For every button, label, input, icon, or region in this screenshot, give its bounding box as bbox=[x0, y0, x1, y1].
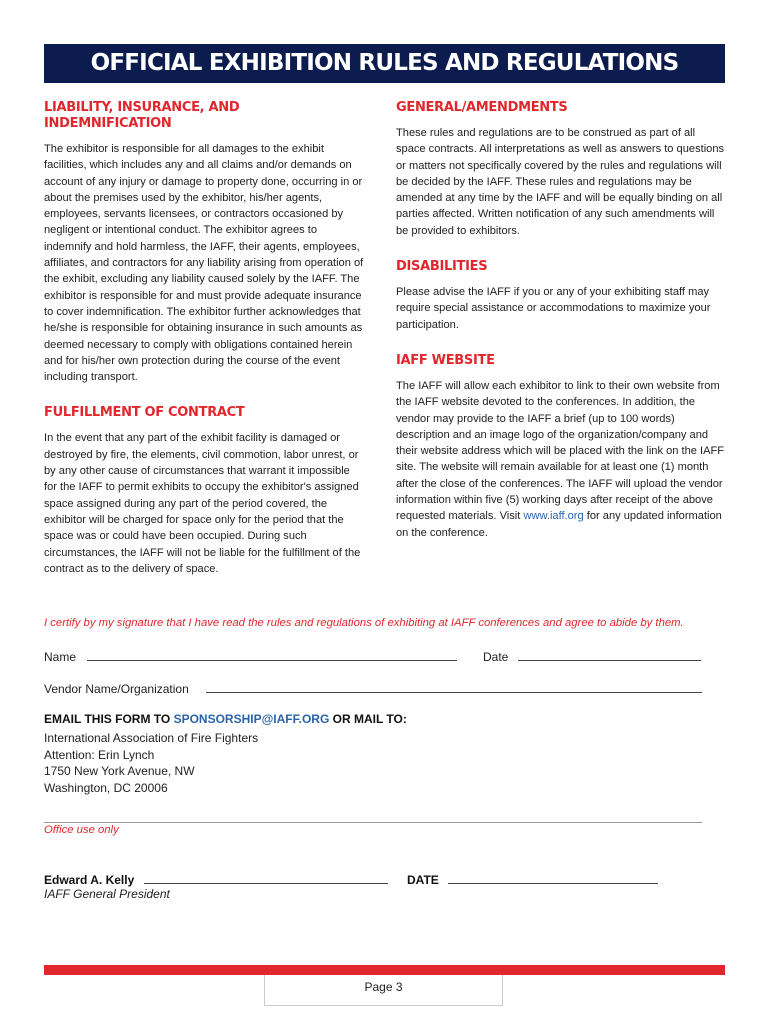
signatory-title: IAFF General President bbox=[44, 887, 170, 901]
right-column bbox=[396, 100, 726, 561]
vendor-row bbox=[44, 681, 702, 696]
fulfillment-heading: FULFILLMENT OF CONTRACT bbox=[44, 405, 245, 421]
name-row bbox=[44, 649, 457, 664]
email-suffix: OR MAIL TO: bbox=[329, 712, 407, 726]
address-line: Attention: Erin Lynch bbox=[44, 747, 155, 762]
disabilities-text: Please advise the IAFF if you or any of your exhibiting staff may require special assistance or accommodations to maximize your participation. bbox=[396, 286, 711, 331]
left-column bbox=[44, 100, 364, 597]
website-body: The IAFF will allow each exhibitor to link to their own website from the IAFF website devoted to the conferences. In addition, the vendor may provide to the IAFF a brief (up to 100 words) description and an image logo of the organization/company and their website address which will be placed with the link on the IAFF site. The website will remain available for at least one (1) month after the close of the conferences. The IAFF will upload the vendor information within five (5) working days after receipt of the above requested materials. Visit bbox=[396, 379, 725, 523]
vendor-field[interactable] bbox=[206, 681, 702, 693]
signature-date-row bbox=[407, 872, 658, 887]
page-title: OFFICIAL EXHIBITION RULES AND REGULATIONS bbox=[44, 44, 725, 83]
signature-date-label: DATE bbox=[407, 873, 439, 887]
name-label: Name bbox=[44, 650, 77, 664]
office-divider bbox=[44, 822, 702, 823]
signature-date-field[interactable] bbox=[448, 872, 658, 884]
address-line: Washington, DC 20006 bbox=[44, 780, 168, 795]
general-text: These rules and regulations are to be construed as part of all space contracts. All interpretations as well as answers to questions or matters not specifically covered by the rules and regulations will be decided by the IAFF. These rules and regulations may be amended at any time by the IAFF and will be equally binding on all parties affected. Written notification of any such amendments will be provided to exhibitors. bbox=[396, 127, 725, 237]
website-body-end: for any updated information on the conference. bbox=[396, 510, 722, 539]
address-line: 1750 New York Avenue, NW bbox=[44, 764, 195, 778]
date-field[interactable] bbox=[518, 649, 701, 661]
sponsorship-email-link[interactable]: SPONSORSHIP@IAFF.ORG bbox=[173, 712, 330, 726]
email-instruction bbox=[44, 712, 407, 726]
website-text bbox=[396, 378, 726, 541]
certification-statement: I certify by my signature that I have read the rules and regulations of exhibiting at IAFF conferences and agree to abide by them. bbox=[44, 617, 684, 629]
signatory-name: Edward A. Kelly bbox=[44, 873, 135, 887]
signature-field[interactable] bbox=[144, 872, 388, 884]
vendor-label: Vendor Name/Organization bbox=[44, 682, 189, 696]
office-use-label: Office use only bbox=[44, 824, 119, 836]
name-field[interactable] bbox=[87, 649, 457, 661]
email-prefix: EMAIL THIS FORM TO bbox=[44, 712, 174, 726]
page-number: Page 3 bbox=[264, 975, 503, 1006]
website-heading: IAFF WEBSITE bbox=[396, 352, 495, 368]
general-heading: GENERAL/AMENDMENTS bbox=[396, 100, 568, 115]
footer-bar bbox=[44, 965, 725, 975]
signature-row bbox=[44, 872, 388, 887]
disabilities-heading: DISABILITIES bbox=[396, 259, 488, 275]
iaff-website-link[interactable]: www.iaff.org bbox=[523, 510, 584, 523]
address-line: International Association of Fire Fighters bbox=[44, 731, 259, 745]
liability-text: The exhibitor is responsible for all damages to the exhibit facilities, which includes any and all claims and/or demands on account of any injury or damage to property done, occurring in or about the premises used by the exhibitor, his/her agents, employees, servants licensees, or contractors occasioned by negligent or intentional conduct. The exhibitor agrees to indemnify and hold harmless, the IAFF, their agents, employees, affiliates, and contractors for any liability arising from operation of the exhibit, excluding any liability caused solely by the IAFF. The exhibitor is responsible for and must provide adequate insurance to cover indemnification. The exhibitor further acknowledges that he/she is responsible for obtaining insurance in such amounts as deemed necessary to comply with obligations contained herein and for his/her own protection during the course of the event including transport. bbox=[44, 143, 364, 384]
date-label: Date bbox=[483, 650, 509, 664]
fulfillment-text: In the event that any part of the exhibit facility is damaged or destroyed by fire, the elements, civil commotion, labor unrest, or by any other cause of circumstances that warrant it impossible for the IAFF to permit exhibits to occupy the exhibitor's assigned space assigned during any part of the period covered, the exhibitor will be charged for space only for the period that the space was or could have been occupied. During such circumstances, the IAFF will not be liable for the fulfillment of the contract as to the delivery of space. bbox=[44, 432, 361, 575]
mailing-address bbox=[44, 730, 258, 796]
date-row bbox=[483, 649, 701, 664]
liability-heading: LIABILITY, INSURANCE, AND INDEMNIFICATION bbox=[44, 100, 240, 131]
